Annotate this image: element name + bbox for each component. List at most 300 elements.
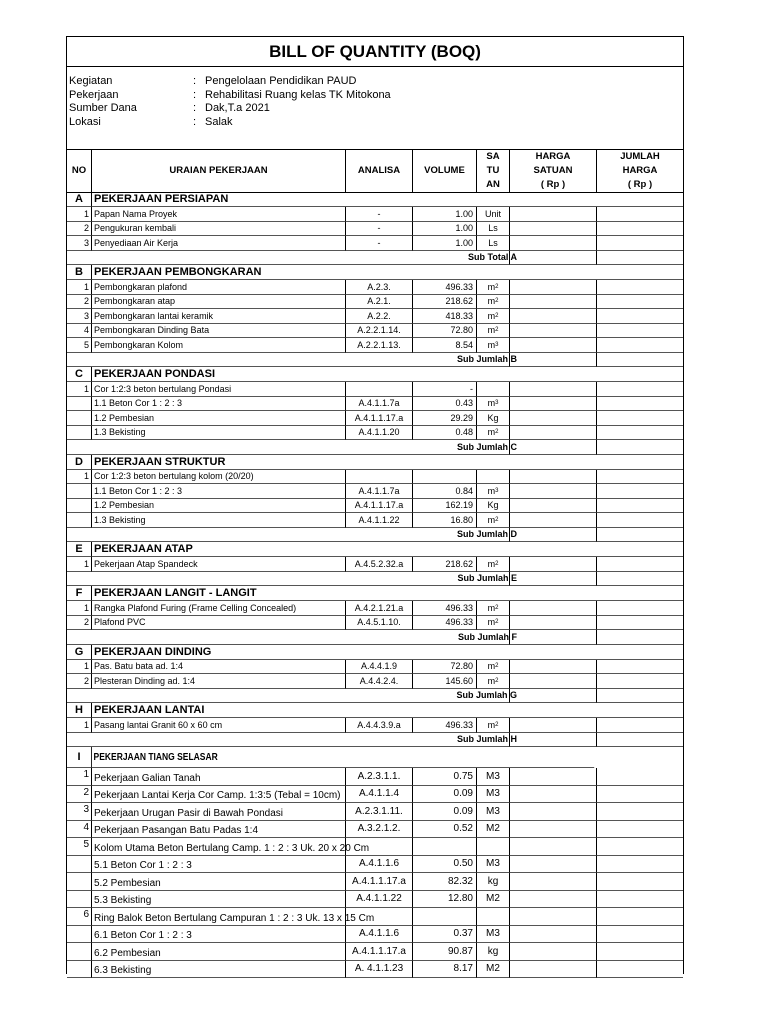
item-unit-text: Ls [488,237,498,248]
item-analisa [345,324,412,339]
item-description-text: Pembongkaran atap [94,296,176,307]
item-unit: m 2 [476,513,509,528]
item-unit: m 2 [476,601,509,616]
item-analisa [345,295,412,310]
item-volume [412,207,476,222]
subtotal-label: Sub Jumlah C [456,441,517,452]
item-unit-text: m [487,325,496,336]
item-analisa-text: A.4.4.3.9.a [357,719,401,730]
header-harga-line: ( Rp ) [540,179,566,190]
item-description-text: Pas. Batu bata ad. 1:4 [94,661,184,672]
item-number-text: 1 [83,471,89,482]
item-description-text: Pekerjaan Pasangan Batu Padas 1:4 [94,825,259,836]
item-volume [412,821,476,839]
item-harga-satuan [509,411,596,426]
item-harga-satuan [509,660,596,675]
item-volume [412,891,476,909]
item-number-text: 1 [83,602,89,613]
item-description [91,908,375,926]
item-jumlah-harga [596,768,683,786]
item-description-text: 5.3 Bekisting [94,895,152,906]
item-unit-text: m [487,558,496,569]
section-letter: I [67,747,91,768]
item-unit-text: m [487,296,496,307]
item-description-text: Pekerjaan Urugan Pasir di Bawah Pondasi [94,807,283,819]
item-description [91,324,345,339]
item-volume [412,426,476,441]
item-unit [476,236,509,251]
item-analisa-text: A.2.2.1.14. [357,325,401,336]
table-row [67,470,683,485]
item-volume-text: 218.62 [445,558,473,569]
item-jumlah-harga [596,616,683,631]
item-analisa-text: A.4.4.2.4. [359,675,399,686]
item-volume-text: 72.80 [450,661,473,672]
table-row [67,943,683,961]
subtotal-row [67,733,683,748]
item-unit-text: m [487,310,496,321]
item-harga-satuan [509,768,596,786]
table-row [67,207,683,222]
item-number [67,601,91,616]
item-unit [476,803,509,821]
item-description [91,557,345,572]
item-number-text: 3 [83,804,89,815]
item-description [91,499,345,514]
item-unit [476,926,509,944]
subtotal-label: Sub Jumlah B [456,354,517,365]
item-number [67,207,91,222]
item-number [67,236,91,251]
subtotal-row [67,630,683,645]
item-unit [476,411,509,426]
item-volume-text: 0.09 [453,805,473,817]
item-jumlah-harga [596,499,683,514]
item-description-text: Papan Nama Proyek [94,208,178,219]
section-letter: G [67,645,91,660]
item-analisa-text: A.4.1.1.22 [356,893,402,905]
item-harga-satuan [509,674,596,689]
item-unit-text: Unit [484,208,501,219]
item-analisa-text: - [377,208,381,219]
item-unit-text: M2 [486,893,500,905]
header-satuan-line: AN [486,179,500,190]
header-satuan [476,150,509,192]
item-number [67,484,91,499]
item-number-text: 1 [83,208,89,219]
item-description-text: 1.2 Pembesian [94,500,155,511]
table-row [67,222,683,237]
item-harga-satuan [509,961,596,979]
item-unit: m 2 [476,660,509,675]
section-title: PEKERJAAN PERSIAPAN [91,192,683,207]
subtotal-label: Sub Jumlah E [457,573,517,584]
item-number-text: 1 [83,719,89,730]
header-harga-satuan [509,150,596,192]
item-volume [412,309,476,324]
item-analisa-text: A.3.2.1.2. [357,823,401,835]
item-volume [412,338,476,353]
item-unit-text: m [487,617,496,628]
item-volume-text: 496.33 [445,617,473,628]
item-jumlah-harga [596,324,683,339]
subtotal-label: Sub Jumlah D [456,529,517,540]
item-number-text: 1 [83,281,89,292]
item-analisa-text: A.2.3. [367,281,391,292]
item-number [67,891,91,909]
section-letter: D [67,455,91,470]
item-analisa [345,961,412,979]
item-harga-satuan [509,222,596,237]
table-row [67,484,683,499]
item-volume [412,768,476,786]
subtotal-label: Sub Jumlah F [457,631,517,642]
item-unit [476,470,509,485]
item-analisa-text: A.2.3.1.11. [355,805,403,817]
project-info [69,75,391,129]
item-jumlah-harga [596,207,683,222]
item-volume [412,382,476,397]
item-number [67,397,91,412]
item-unit-text: M3 [486,858,500,870]
item-unit-text: M3 [486,928,500,940]
item-volume [412,484,476,499]
item-jumlah-harga [596,484,683,499]
table-row [67,513,683,528]
item-unit [476,768,509,786]
item-number [67,426,91,441]
item-volume [412,280,476,295]
subtotal-row [67,689,683,704]
subtotal-label: Sub Total A [468,252,517,263]
item-analisa [345,382,412,397]
section-letter: A [67,192,91,207]
item-number [67,821,91,839]
item-volume-text: 16.80 [450,514,473,525]
info-colon: : [193,88,197,101]
item-volume-text: 218.62 [445,296,473,307]
table-row [67,926,683,944]
item-volume [412,786,476,804]
item-analisa-text: - [377,237,381,248]
subtotal-label: Sub Jumlah G [456,690,517,701]
item-number [67,943,91,961]
item-number [67,856,91,874]
item-volume [412,470,476,485]
item-volume-text: 29.29 [450,412,473,423]
amount-cell [596,733,683,748]
item-unit [476,786,509,804]
section-row [67,747,683,768]
item-harga-satuan [509,838,596,856]
item-number [67,470,91,485]
item-number-text: 5 [83,839,89,850]
item-jumlah-harga [596,382,683,397]
item-volume-text: 12.80 [447,893,473,905]
item-description [91,470,345,485]
item-analisa-text: A. 4.1.1.23 [354,963,404,975]
item-volume-text: 8.54 [455,339,473,350]
item-unit: m 2 [476,718,509,733]
subtotal-label: Sub Jumlah H [456,734,517,745]
table-row [67,601,683,616]
section-row [67,586,683,601]
item-unit-text: M3 [486,770,500,782]
item-analisa [345,411,412,426]
item-description-text: Pekerjaan Lantai Kerja Cor Camp. 1:3:5 (Tebal = 10cm) [94,790,341,801]
item-jumlah-harga [596,926,683,944]
item-volume-text: 1.00 [455,237,473,248]
item-unit: m 2 [476,280,509,295]
item-volume-text: 0.75 [453,770,473,782]
item-description-text: 5.1 Beton Cor 1 : 2 : 3 [94,860,192,871]
table-row [67,856,683,874]
item-jumlah-harga [596,513,683,528]
item-analisa-text: A.4.1.1.17.a [354,500,404,511]
document-title: BILL OF QUANTITY (BOQ) [67,37,683,67]
info-colon: : [193,115,197,128]
item-description [91,674,345,689]
item-unit: m 3 [476,338,509,353]
item-unit: m 3 [476,397,509,412]
item-analisa [345,873,412,891]
table-row [67,499,683,514]
amount-cell [509,528,596,543]
subtotal-row [67,440,683,455]
amount-cell [509,353,596,368]
item-volume-text: 496.33 [445,281,473,292]
item-number [67,908,91,926]
section-title: PEKERJAAN LANGIT - LANGIT [91,586,683,601]
item-harga-satuan [509,601,596,616]
item-number [67,513,91,528]
table-row [67,616,683,631]
info-colon: : [193,75,197,87]
item-unit-text: Ls [488,223,498,234]
item-description [91,236,345,251]
item-description-text: Rangka Plafond Furing (Frame Celling Concealed) [94,602,297,613]
item-volume [412,674,476,689]
item-description-text: 6.1 Beton Cor 1 : 2 : 3 [94,930,192,941]
header-volume: VOLUME [412,150,476,192]
item-jumlah-harga [596,674,683,689]
item-analisa [345,838,412,856]
section-row [67,455,683,470]
item-unit: m 2 [476,426,509,441]
item-harga-satuan [509,470,596,485]
item-volume [412,873,476,891]
table-header [67,149,683,193]
section-title: PEKERJAAN STRUKTUR [91,455,683,470]
section-row [67,265,683,280]
item-description [91,338,345,353]
item-number-text: 3 [83,310,89,321]
item-unit [476,838,509,856]
item-unit [476,908,509,926]
item-unit-text: m [487,602,496,613]
item-description-text: Pengukuran kembali [94,223,177,234]
section-row [67,542,683,557]
item-number [67,222,91,237]
item-number [67,674,91,689]
item-harga-satuan [509,926,596,944]
item-analisa-text: A.4.1.1.7a [358,398,400,409]
item-volume [412,557,476,572]
item-unit [476,207,509,222]
item-description-text: 6.3 Bekisting [94,965,152,976]
item-harga-satuan [509,891,596,909]
amount-cell [596,440,683,455]
item-volume-text: 162.19 [445,500,473,511]
item-description [91,309,345,324]
item-description-text: Pembongkaran Kolom [94,339,184,350]
item-volume [412,838,476,856]
amount-cell [509,251,596,266]
item-volume-text: 0.43 [455,398,473,409]
item-volume-text: 0.52 [453,823,473,835]
item-description [91,660,345,675]
item-harga-satuan [509,484,596,499]
header-jumlah-line: ( Rp ) [627,179,653,190]
header-uraian: URAIAN PEKERJAAN [91,150,345,192]
item-harga-satuan [509,280,596,295]
item-number [67,961,91,979]
item-analisa [345,891,412,909]
item-description-text: 1.1 Beton Cor 1 : 2 : 3 [94,485,183,496]
amount-cell [509,689,596,704]
item-harga-satuan [509,821,596,839]
item-number [67,324,91,339]
table-row [67,786,683,804]
item-description-text: Pembongkaran lantai keramik [94,310,214,321]
item-analisa [345,222,412,237]
item-volume [412,943,476,961]
item-description-text: 1.1 Beton Cor 1 : 2 : 3 [94,398,183,409]
item-description [91,280,345,295]
item-number [67,557,91,572]
item-unit: m 3 [476,484,509,499]
item-description [91,616,345,631]
table-row [67,295,683,310]
item-analisa-text: A.4.1.1.6 [358,858,400,870]
item-volume [412,961,476,979]
item-analisa [345,484,412,499]
item-analisa-text: A.4.2.1.21.a [354,602,404,613]
item-analisa [345,943,412,961]
header-harga-line: SATUAN [533,165,573,176]
item-analisa [345,309,412,324]
item-jumlah-harga [596,411,683,426]
header-jumlah-line: JUMLAH [620,151,660,162]
item-description [91,411,345,426]
item-unit-text: M2 [486,963,500,975]
item-jumlah-harga [596,873,683,891]
item-volume-text: 496.33 [445,719,473,730]
item-harga-satuan [509,803,596,821]
item-unit-text: m [487,281,496,292]
item-unit-text: M3 [486,788,500,800]
item-jumlah-harga [596,280,683,295]
table-row [67,768,683,786]
item-description [91,397,345,412]
table-row [67,908,683,926]
item-analisa [345,786,412,804]
table-row [67,309,683,324]
item-unit-text: M3 [486,805,500,817]
item-jumlah-harga [596,426,683,441]
item-harga-satuan [509,873,596,891]
table-row [67,674,683,689]
item-number-text: 1 [83,769,89,780]
item-volume-text: 72.80 [450,325,473,336]
item-unit-text: M2 [486,823,500,835]
item-description-text: Pembongkaran Dinding Bata [94,325,210,336]
subtotal-row [67,353,683,368]
item-harga-satuan [509,908,596,926]
item-jumlah-harga [596,222,683,237]
item-description-text: 6.2 Pembesian [94,947,161,959]
section-letter: B [67,265,91,280]
item-unit [476,222,509,237]
item-description [91,222,345,237]
item-jumlah-harga [596,295,683,310]
item-number-text: 4 [83,821,89,833]
item-analisa-text: A.2.2.1.13. [357,339,401,350]
item-analisa-text: A.4.1.1.7a [358,485,400,496]
item-harga-satuan [509,382,596,397]
item-description [91,207,345,222]
item-description-text: Cor 1:2:3 beton bertulang Pondasi [94,383,232,394]
item-number [67,411,91,426]
item-description [91,803,345,821]
item-description-text: Pekerjaan Atap Spandeck [94,558,198,569]
item-description [91,786,345,804]
info-row-pekerjaan [69,89,391,103]
item-jumlah-harga [596,908,683,926]
item-description-text: 5.2 Pembesian [94,877,161,889]
item-number-text: 2 [83,675,89,686]
info-label: Sumber Dana [69,102,137,115]
item-volume [412,908,476,926]
item-volume-text: - [470,383,473,394]
item-harga-satuan [509,426,596,441]
section-title: PEKERJAAN PEMBONGKARAN [91,265,683,280]
item-jumlah-harga [596,397,683,412]
item-volume-text: 8.17 [453,963,473,975]
table-row [67,821,683,839]
item-volume-text: 0.50 [453,858,473,870]
item-number-text: 3 [83,237,89,248]
item-harga-satuan [509,513,596,528]
item-unit [476,943,509,961]
subtotal-row [67,572,683,587]
section-row [67,192,683,207]
section-letter: H [67,703,91,718]
item-harga-satuan [509,324,596,339]
item-unit [476,961,509,979]
item-volume [412,718,476,733]
item-analisa [345,470,412,485]
item-analisa [345,280,412,295]
header-no: NO [71,165,87,176]
item-description-text: Pasang lantai Granit 60 x 60 cm [94,719,223,730]
item-description [91,961,345,979]
amount-cell [509,630,596,645]
item-analisa-text: - [377,223,381,234]
amount-cell [596,572,683,587]
item-unit-text: kg [487,875,499,887]
section-title: PEKERJAAN ATAP [91,542,683,557]
